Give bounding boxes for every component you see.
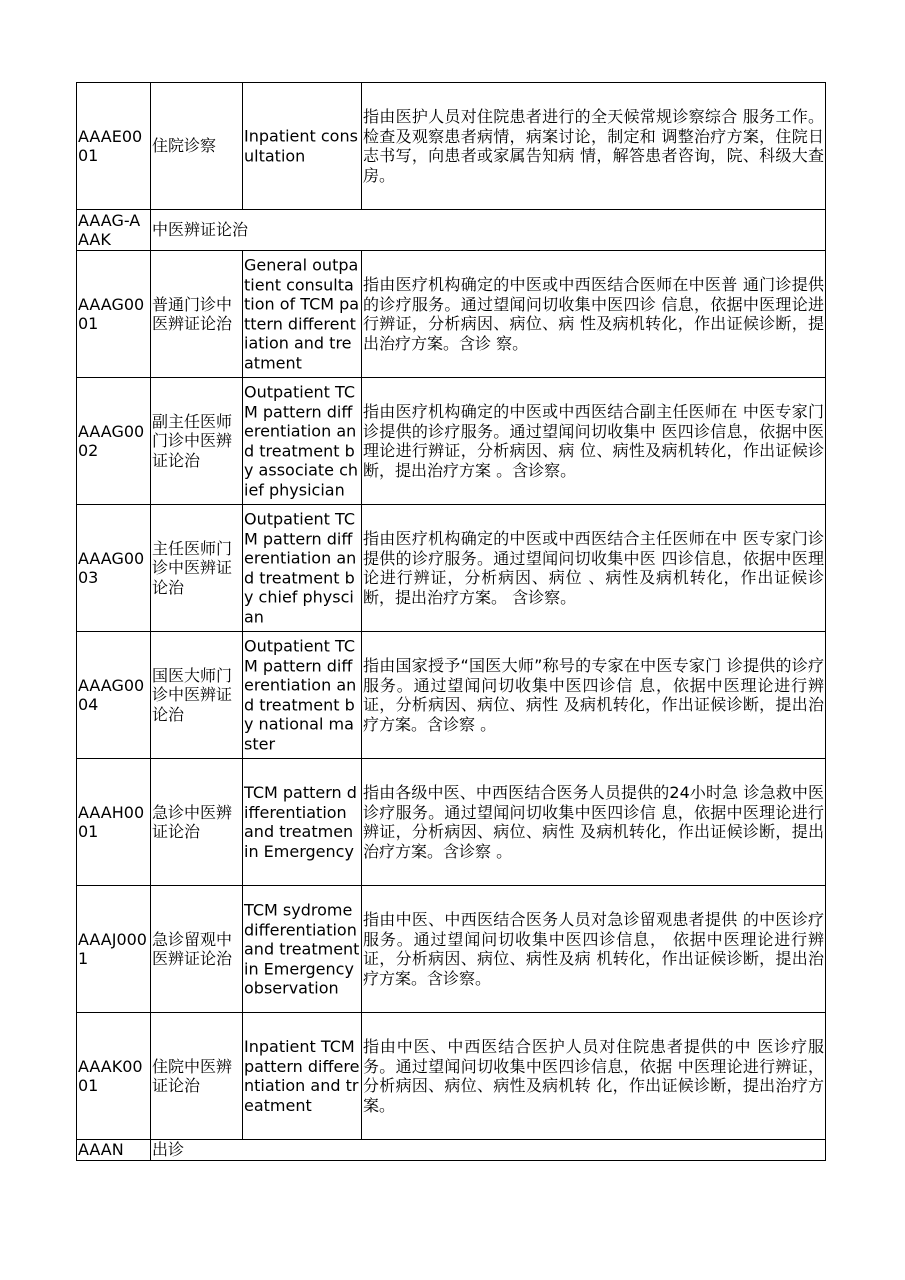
table-row (77, 505, 826, 632)
table-row (77, 759, 826, 886)
item-name: 急诊留观中医辨证论治 (151, 886, 243, 1013)
item-english-name-text: Inpatient TCM pattern differentiation and treatment (244, 1037, 360, 1115)
item-description: 指由医护人员对住院患者进行的全天候常规诊察综合 服务工作。检查及观察患者病情，病案讨论，制定和 调整治疗方案，住院日志书写，向患者或家属告知病 情，解答患者咨询，院、科级大查房。 (362, 83, 826, 210)
item-name: 副主任医师门诊中医辨证论治 (151, 378, 243, 505)
table-row (77, 1013, 826, 1140)
section-row (77, 1140, 826, 1161)
item-name: 住院诊察 (151, 83, 243, 210)
section-code: AAAG-AAAK (77, 210, 151, 251)
table-row (77, 251, 826, 378)
item-code: AAAG0001 (77, 251, 151, 378)
item-english-name-text: TCM pattern differentiation and treatmen in Emergency (244, 783, 357, 861)
pricing-table-body (77, 83, 826, 1161)
item-english-name (243, 1013, 362, 1140)
item-name: 住院中医辨证论治 (151, 1013, 243, 1140)
item-code: AAAG0004 (77, 632, 151, 759)
item-description: 指由医疗机构确定的中医或中西医结合主任医师在中 医专家门诊提供的诊疗服务。通过望闻问切收集中医 四诊信息，依据中医理论进行辨证，分析病因、病位 、病性及病机转化，作出证候诊断，提出治疗方案。 含诊察。 (362, 505, 826, 632)
item-english-name (243, 886, 362, 1013)
item-english-name-text: Outpatient TCM pattern differentiation and treatment by chief physcian (244, 509, 357, 626)
item-description: 指由中医、中西医结合医护人员对住院患者提供的中 医诊疗服务。通过望闻问切收集中医四诊信息，依据 中医理论进行辨证，分析病因、病位、病性及病机转 化，作出证候诊断，提出治疗方案。 (362, 1013, 826, 1140)
item-name: 国医大师门诊中医辨证论治 (151, 632, 243, 759)
item-english-name-text: TCM sydrome differentiation and treatment in Emergency observation (244, 900, 360, 998)
item-description: 指由医疗机构确定的中医或中西医结合医师在中医普 通门诊提供的诊疗服务。通过望闻问切收集中医四诊 信息，依据中医理论进行辨证，分析病因、病位、病 性及病机转化，作出证候诊断，提出治疗方案。含诊 察。 (362, 251, 826, 378)
item-english-name (243, 632, 362, 759)
item-english-name (243, 505, 362, 632)
item-description: 指由各级中医、中西医结合医务人员提供的24小时急 诊急救中医诊疗服务。通过望闻问切收集中医四诊信 息，依据中医理论进行辨证，分析病因、病位、病性 及病机转化，作出证候诊断，提出治疗方案。含诊察 。 (362, 759, 826, 886)
item-description: 指由中医、中西医结合医务人员对急诊留观患者提供 的中医诊疗服务。通过望闻问切收集中医四诊信息， 依据中医理论进行辨证，分析病因、病位、病性及病 机转化，作出证候诊断，提出治疗方案。含诊察。 (362, 886, 826, 1013)
item-name: 普通门诊中医辨证论治 (151, 251, 243, 378)
section-title: 出诊 (151, 1140, 826, 1161)
item-code: AAAG0002 (77, 378, 151, 505)
item-english-name (243, 251, 362, 378)
pricing-table (76, 82, 826, 1161)
item-english-name-text: Inpatient consultation (244, 126, 358, 165)
table-row (77, 378, 826, 505)
item-description: 指由国家授予“国医大师”称号的专家在中医专家门 诊提供的诊疗服务。通过望闻问切收集中医四诊信 息，依据中医理论进行辨证，分析病因、病位、病性 及病机转化，作出证候诊断，提出治疗方案。含诊察 。 (362, 632, 826, 759)
item-description: 指由医疗机构确定的中医或中西医结合副主任医师在 中医专家门诊提供的诊疗服务。通过望闻问切收集中 医四诊信息，依据中医理论进行辨证，分析病因、病 位、病性及病机转化，作出证候诊断，提出治疗方案 。含诊察。 (362, 378, 826, 505)
item-english-name-text: Outpatient TCM pattern differentiation and treatment by associate chief physician (244, 382, 359, 499)
item-code: AAAG0003 (77, 505, 151, 632)
item-code: AAAH0001 (77, 759, 151, 886)
item-english-name (243, 83, 362, 210)
section-title: 中医辨证论治 (151, 210, 826, 251)
section-code: AAAN (77, 1140, 151, 1161)
table-row (77, 886, 826, 1013)
item-name: 主任医师门诊中医辨证论治 (151, 505, 243, 632)
item-code: AAAE0001 (77, 83, 151, 210)
item-english-name (243, 378, 362, 505)
table-row (77, 83, 826, 210)
item-code: AAAK0001 (77, 1013, 151, 1140)
section-row (77, 210, 826, 251)
item-english-name (243, 759, 362, 886)
item-code: AAAJ0001 (77, 886, 151, 1013)
table-row (77, 632, 826, 759)
item-english-name-text: Outpatient TCM pattern differentiation and treatment by national master (244, 636, 357, 753)
item-name: 急诊中医辨证论治 (151, 759, 243, 886)
item-english-name-text: General outpatient consultation of TCM pattern differentiation and treatment (244, 255, 360, 372)
